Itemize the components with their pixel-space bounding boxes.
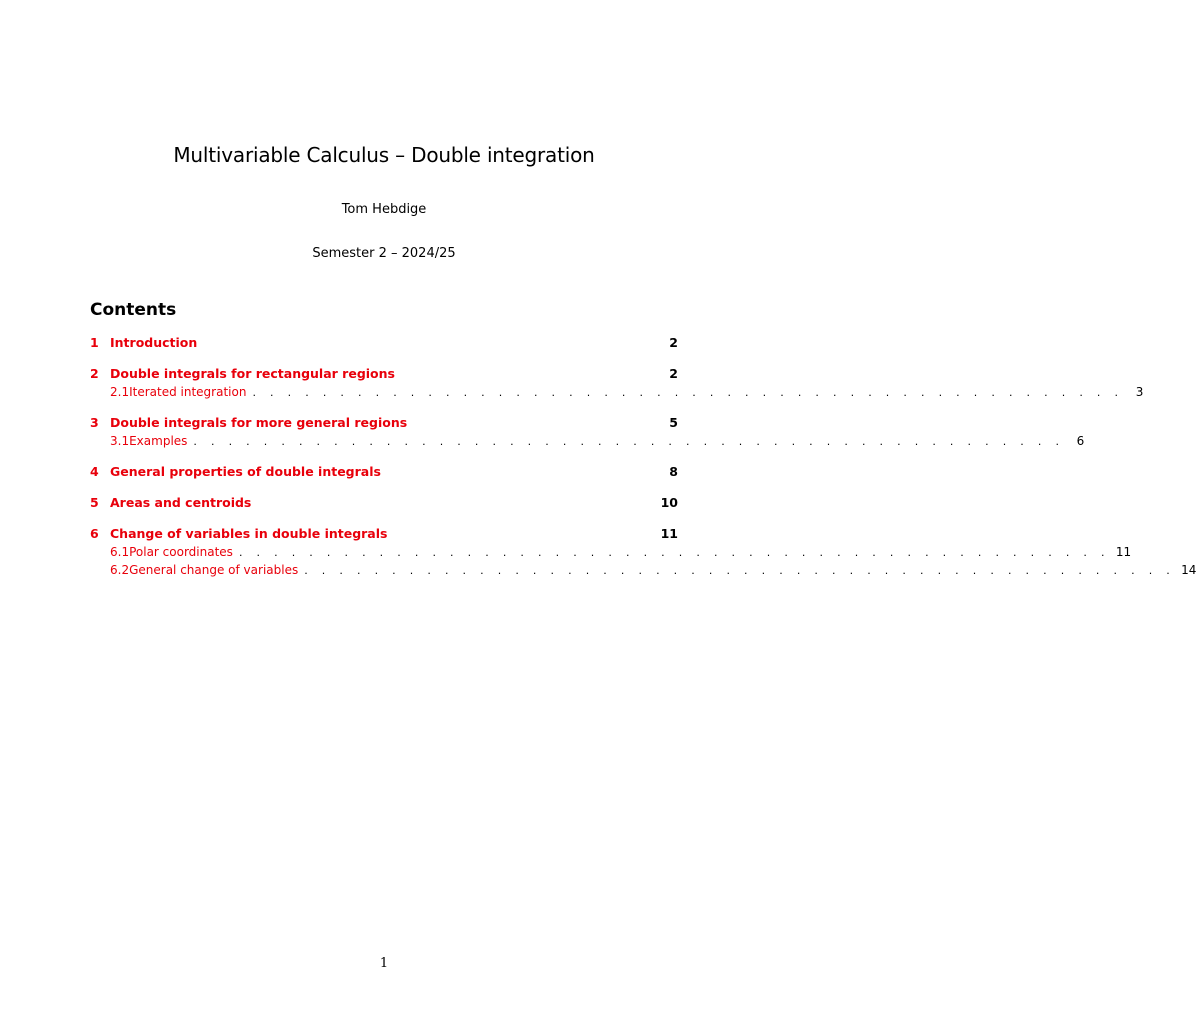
toc-dot-leader: . . . . . . . . . . . . . . . . . . . . . . . . . . . . . . . . . . . . . . . . . . . . . . . . . .: [304, 564, 1176, 577]
toc-dot-leader: . . . . . . . . . . . . . . . . . . . . . . . . . . . . . . . . . . . . . . . . . . . . . . . . . .: [252, 386, 1124, 399]
toc-entry-number: 2: [90, 366, 99, 381]
toc-entry-general-properties[interactable]: [90, 463, 678, 481]
toc-subentry-label[interactable]: Iterated integration: [129, 385, 247, 399]
toc-subentry-number: 3.1: [110, 434, 130, 448]
toc-dot-leader: . . . . . . . . . . . . . . . . . . . . . . . . . . . . . . . . . . . . . . . . . . . . . . . . . .: [193, 435, 1065, 448]
toc-entry-number: 3: [90, 415, 99, 430]
toc-subentry-label[interactable]: General change of variables: [129, 563, 299, 577]
toc-entry-areas-centroids[interactable]: [90, 494, 678, 512]
toc-section-2: [90, 365, 1144, 401]
table-of-contents: [90, 334, 1196, 592]
toc-subentry-label[interactable]: Examples: [129, 434, 188, 448]
document-author: Tom Hebdige: [341, 202, 427, 217]
toc-entry-page: 2: [669, 366, 678, 381]
toc-subentry-examples[interactable]: [90, 432, 1085, 450]
toc-entry-introduction[interactable]: [90, 334, 678, 352]
toc-dot-leader: . . . . . . . . . . . . . . . . . . . . . . . . . . . . . . . . . . . . . . . . . . . . . . . . . .: [238, 546, 1110, 559]
toc-entry-rectangular-regions[interactable]: [90, 365, 678, 383]
toc-subentry-general-change[interactable]: [90, 561, 1196, 579]
toc-section-4: [90, 463, 678, 481]
toc-entry-page: 8: [669, 464, 678, 479]
toc-entry-page: 2: [669, 335, 678, 350]
toc-subentry-page: 6: [1076, 434, 1085, 448]
toc-entry-label[interactable]: Introduction: [110, 335, 198, 350]
toc-entry-label[interactable]: Double integrals for rectangular regions: [110, 366, 395, 381]
document-title: Multivariable Calculus – Double integration: [173, 143, 595, 167]
toc-section-1: [90, 334, 678, 352]
toc-subentry-polar-coordinates[interactable]: [90, 543, 1132, 561]
contents-heading: Contents: [90, 300, 177, 320]
toc-entry-number: 4: [90, 464, 99, 479]
toc-subentry-page: 11: [1115, 545, 1132, 559]
toc-subentry-page: 3: [1135, 385, 1144, 399]
toc-section-5: [90, 494, 678, 512]
toc-entry-label[interactable]: General properties of double integrals: [110, 464, 381, 479]
toc-entry-label[interactable]: Areas and centroids: [110, 495, 252, 510]
toc-subentry-label[interactable]: Polar coordinates: [129, 545, 233, 559]
toc-entry-number: 5: [90, 495, 99, 510]
toc-entry-general-regions[interactable]: [90, 414, 678, 432]
toc-subentry-number: 2.1: [110, 385, 130, 399]
page-number: 1: [379, 956, 389, 971]
toc-entry-change-of-variables[interactable]: [90, 525, 678, 543]
toc-entry-page: 5: [669, 415, 678, 430]
toc-entry-number: 1: [90, 335, 99, 350]
toc-entry-number: 6: [90, 526, 99, 541]
toc-subentry-page: 14: [1181, 563, 1196, 577]
toc-entry-label[interactable]: Change of variables in double integrals: [110, 526, 388, 541]
toc-entry-page: 11: [660, 526, 678, 541]
toc-entry-label[interactable]: Double integrals for more general regions: [110, 415, 408, 430]
toc-subentry-number: 6.1: [110, 545, 130, 559]
toc-subentry-number: 6.2: [110, 563, 130, 577]
toc-subentry-iterated-integration[interactable]: [90, 383, 1144, 401]
toc-section-3: [90, 414, 1085, 450]
toc-entry-page: 10: [660, 495, 678, 510]
toc-section-6: [90, 525, 1196, 579]
document-semester: Semester 2 – 2024/25: [312, 246, 456, 261]
